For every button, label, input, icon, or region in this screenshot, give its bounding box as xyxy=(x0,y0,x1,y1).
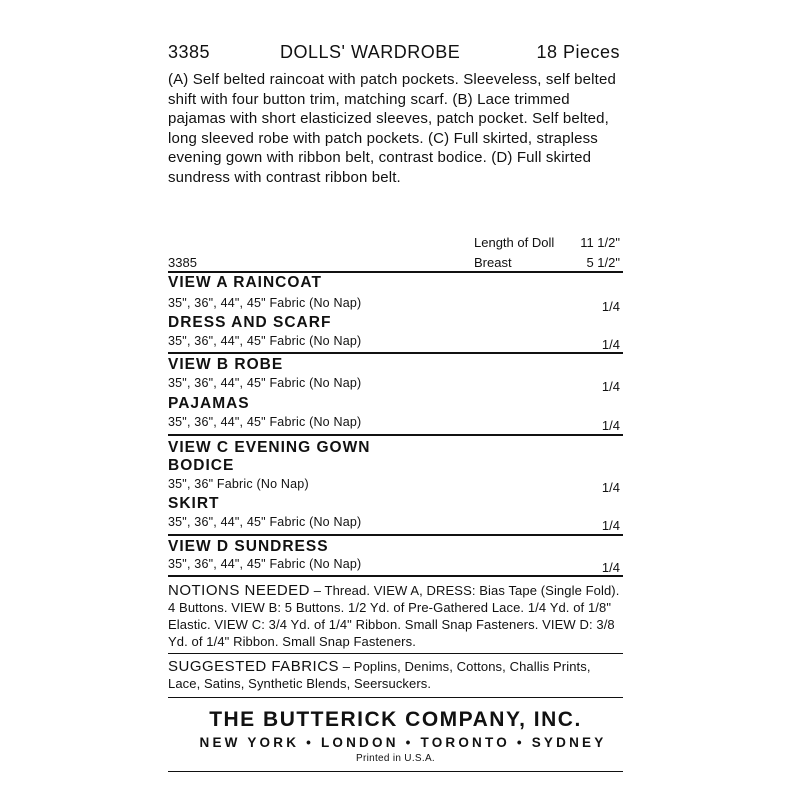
printed-in-note: Printed in U.S.A. xyxy=(355,753,436,764)
breast-label: Breast xyxy=(474,255,512,270)
dress-scarf-fabric: 35", 36", 44", 45" Fabric (No Nap) xyxy=(168,334,362,348)
view-d-rule xyxy=(168,575,623,577)
view-c-heading: VIEW C EVENING GOWN xyxy=(168,439,371,456)
dress-scarf-heading: DRESS AND SCARF xyxy=(168,314,332,331)
skirt-fabric: 35", 36", 44", 45" Fabric (No Nap) xyxy=(168,515,362,529)
notions-label: NOTIONS NEEDED xyxy=(168,582,311,599)
pajamas-yardage: 1/4 xyxy=(601,418,620,433)
table-pattern-number: 3385 xyxy=(168,255,197,270)
skirt-yardage: 1/4 xyxy=(601,518,620,533)
view-b-yardage: 1/4 xyxy=(601,379,620,394)
notions-section xyxy=(168,582,623,650)
pattern-number: 3385 xyxy=(168,42,211,62)
description-text: (A) Self belted raincoat with patch pockets. Sleeveless, self belted shift with four button trim, matching scarf. (B) Lace trimmed pajamas with short elasticized sleeves, patch pocket. Self belted, long sleeved robe with patch pockets. (C) Full skirted, strapless evening gown with ribbon belt, contrast bodice. (D) Full skirted sundress with contrast ribbon belt. xyxy=(168,71,616,186)
notions-rule xyxy=(168,653,623,654)
bodice-fabric: 35", 36" Fabric (No Nap) xyxy=(168,477,309,491)
view-a-yardage: 1/4 xyxy=(601,299,620,314)
view-a-heading: VIEW A RAINCOAT xyxy=(168,274,322,291)
bodice-heading: BODICE xyxy=(168,457,235,474)
skirt-heading: SKIRT xyxy=(168,495,220,512)
view-b-rule xyxy=(168,434,623,436)
pieces-count: 18 Pieces xyxy=(536,42,620,62)
breast-value: 5 1/2" xyxy=(586,255,620,270)
footer-rule xyxy=(168,771,623,772)
page-title: DOLLS' WARDROBE xyxy=(280,42,461,62)
doll-length-value: 11 1/2" xyxy=(580,235,620,250)
fabrics-rule xyxy=(168,697,623,698)
suggested-fabrics-text: – Poplins, Denims, Cottons, Challis Prints, Lace, Satins, Synthetic Blends, Seersuckers. xyxy=(168,659,591,691)
suggested-fabrics-section xyxy=(168,658,623,692)
company-cities: NEW YORK • LONDON • TORONTO • SYDNEY xyxy=(199,735,607,750)
view-d-heading: VIEW D SUNDRESS xyxy=(168,538,329,555)
pajamas-heading: PAJAMAS xyxy=(168,395,250,412)
table-header-rule xyxy=(168,271,623,273)
view-a-fabric: 35", 36", 44", 45" Fabric (No Nap) xyxy=(168,296,362,310)
view-a-rule xyxy=(168,352,623,354)
bodice-yardage: 1/4 xyxy=(601,480,620,495)
notions-text: – Thread. VIEW A, DRESS: Bias Tape (Single Fold). 4 Buttons. VIEW B: 5 Buttons. 1/2 Yd. of Pre-Gathered Lace. 1/4 Yd. of 1/8" Elastic. VIEW C: 3/4 Yd. of 1/4" Ribbon. Small Snap Fasteners. VIEW D: 3/8 Yd. of 1/4" Ribbon. Small Snap Fasteners. xyxy=(168,583,620,649)
view-b-fabric: 35", 36", 44", 45" Fabric (No Nap) xyxy=(168,376,362,390)
pajamas-fabric: 35", 36", 44", 45" Fabric (No Nap) xyxy=(168,415,362,429)
dress-scarf-yardage: 1/4 xyxy=(601,337,620,352)
view-d-yardage: 1/4 xyxy=(601,560,620,575)
view-c-rule xyxy=(168,534,623,536)
doll-length-label: Length of Doll xyxy=(474,235,555,250)
view-b-heading: VIEW B ROBE xyxy=(168,356,284,373)
company-name: THE BUTTERICK COMPANY, INC. xyxy=(209,708,582,731)
view-d-fabric: 35", 36", 44", 45" Fabric (No Nap) xyxy=(168,557,362,571)
suggested-fabrics-label: SUGGESTED FABRICS xyxy=(168,658,340,675)
